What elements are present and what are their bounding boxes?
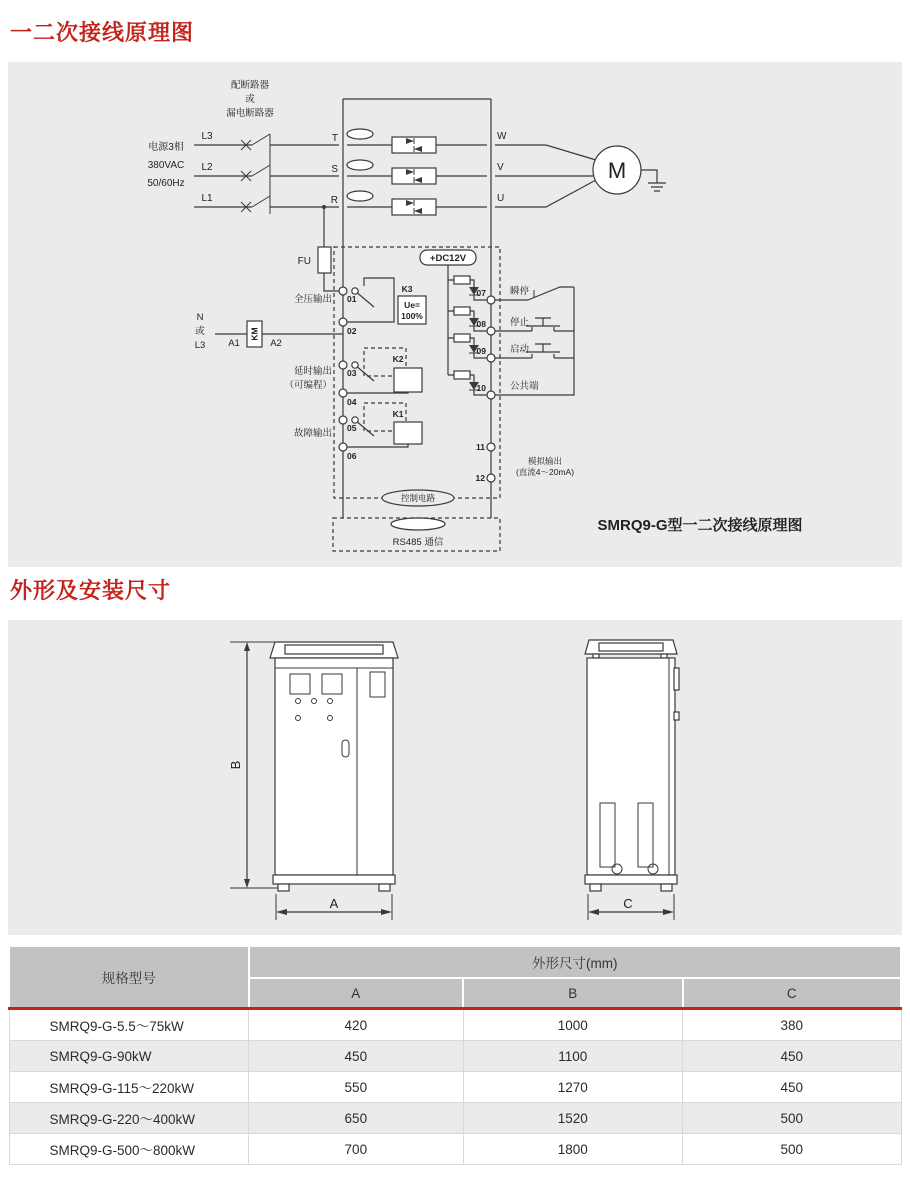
dim-c-cell: 500: [683, 1134, 901, 1165]
input-common-label: 公共端: [510, 381, 539, 392]
terminal-02: 02: [347, 326, 357, 336]
table-row: [9, 1009, 901, 1041]
neutral-line1: N: [196, 312, 204, 323]
wiring-diagram: [8, 62, 902, 567]
table-header-model: 规格型号: [9, 946, 249, 1009]
label-phase-l3: L3: [201, 131, 213, 142]
terminal-11-circle: [487, 443, 495, 451]
external-buttons: [495, 287, 574, 395]
input-stop-label: 停止: [510, 317, 530, 328]
model-cell: SMRQ9-G-5.5～75kW: [9, 1009, 249, 1041]
wiring-diagram-panel: [8, 62, 902, 567]
table-row: [9, 1134, 901, 1165]
dim-a-cell: 650: [249, 1103, 463, 1134]
dc12v-label: +DC12V: [429, 253, 467, 264]
label-term-t: T: [331, 133, 338, 144]
km-a2-label: A2: [270, 338, 282, 349]
rs485-oval: [391, 518, 445, 530]
supply-line1: 电源3相: [148, 142, 184, 153]
table-row: [9, 1072, 901, 1103]
breaker-note-line2: 或: [245, 94, 255, 105]
outline-section-title: 外形及安装尺寸: [10, 578, 172, 603]
supply-line2: 380VAC: [147, 160, 185, 171]
terminal-04: 04: [347, 397, 357, 407]
dimensions-table: [8, 945, 902, 1165]
terminal-07: 07: [476, 288, 486, 298]
fault-output-label: 故障输出: [293, 428, 332, 439]
fuse-branch: [318, 205, 339, 291]
dim-b-cell: 1270: [463, 1072, 682, 1103]
table-header-b: B: [463, 978, 682, 1009]
dim-c-cell: 450: [683, 1072, 901, 1103]
outline-drawings-panel: [8, 620, 902, 935]
terminal-03: 03: [347, 368, 357, 378]
breaker-note-line1: 配断路器: [230, 80, 270, 91]
full-voltage-label: 全压输出: [293, 294, 332, 305]
neutral-line2: 或: [195, 326, 205, 337]
label-term-v: V: [497, 162, 504, 173]
dim-c-label: C: [623, 896, 633, 911]
dim-b-cell: 1000: [463, 1009, 682, 1041]
km-a1-label: A1: [228, 338, 240, 349]
input-instant-stop-label: 瞬停: [510, 286, 530, 297]
label-phase-l2: L2: [201, 162, 213, 173]
label-term-w: W: [497, 131, 507, 142]
dim-b-cell: 1100: [463, 1041, 682, 1072]
motor-label: M: [607, 158, 627, 183]
cabinet-side-view: [585, 640, 679, 920]
delay-output-label1: 延时输出: [293, 366, 332, 377]
supply-line3: 50/60Hz: [147, 178, 185, 189]
terminal-05: 05: [347, 423, 357, 433]
dim-a-label: A: [329, 896, 339, 911]
table-header-a: A: [249, 978, 463, 1009]
ue-label-2: 100%: [401, 311, 423, 321]
terminal-08: 08: [476, 319, 486, 329]
dim-a-cell: 420: [249, 1009, 463, 1041]
terminal-01: 01: [347, 294, 357, 304]
terminal-10: 10: [476, 383, 486, 393]
table-row: [9, 1041, 901, 1072]
model-cell: SMRQ9-G-90kW: [9, 1041, 249, 1072]
terminal-11: 11: [476, 442, 485, 452]
terminal-06: 06: [347, 451, 357, 461]
label-term-s: S: [331, 164, 338, 175]
cabinet-front-view: [230, 642, 398, 920]
wiring-section-title: 一二次接线原理图: [10, 20, 195, 45]
label-phase-l1: L1: [201, 193, 213, 204]
terminal-12-circle: [487, 474, 495, 482]
breaker-note-line3: 漏电断路器: [226, 108, 274, 119]
km-coil-label: KM: [249, 327, 260, 341]
terminal-12: 12: [475, 473, 485, 483]
label-term-u: U: [497, 193, 505, 204]
outline-drawings: [8, 620, 902, 935]
control-circuit-label: 控制电路: [400, 493, 436, 503]
delay-output-label2: （可编程）: [284, 380, 332, 391]
k3-label: K3: [401, 284, 413, 294]
scr-stage: [347, 129, 487, 215]
digital-input-branches: [448, 265, 495, 399]
dim-b-cell: 1800: [463, 1134, 682, 1165]
analog-output-label2: (直流4～20mA): [515, 467, 575, 477]
dim-b-label: B: [228, 760, 243, 770]
table-row: [9, 1103, 901, 1134]
dim-c-cell: 450: [683, 1041, 901, 1072]
dim-a-cell: 550: [249, 1072, 463, 1103]
fuse-label: FU: [297, 256, 311, 267]
ue-label-1: Ue=: [404, 300, 420, 310]
motor-wiring: [495, 145, 666, 207]
wiring-caption: SMRQ9-G型一二次接线原理图: [597, 517, 803, 534]
label-term-r: R: [330, 195, 338, 206]
neutral-line3: L3: [194, 340, 206, 351]
dim-a-cell: 700: [249, 1134, 463, 1165]
table-header-dims: 外形尺寸(mm): [249, 946, 901, 978]
terminal-09: 09: [476, 346, 486, 356]
rs485-label: RS485 通信: [392, 537, 444, 548]
k1-label: K1: [392, 409, 404, 419]
model-cell: SMRQ9-G-115～220kW: [9, 1072, 249, 1103]
analog-output-label1: 模拟输出: [527, 456, 563, 466]
input-start-label: 启动: [510, 344, 530, 355]
dim-b-cell: 1520: [463, 1103, 682, 1134]
incoming-phase-lines: [194, 134, 339, 214]
k2-label: K2: [392, 354, 404, 364]
dim-c-cell: 380: [683, 1009, 901, 1041]
dim-a-cell: 450: [249, 1041, 463, 1072]
model-cell: SMRQ9-G-500～800kW: [9, 1134, 249, 1165]
dim-c-cell: 500: [683, 1103, 901, 1134]
model-cell: SMRQ9-G-220～400kW: [9, 1103, 249, 1134]
table-header-c: C: [683, 978, 901, 1009]
